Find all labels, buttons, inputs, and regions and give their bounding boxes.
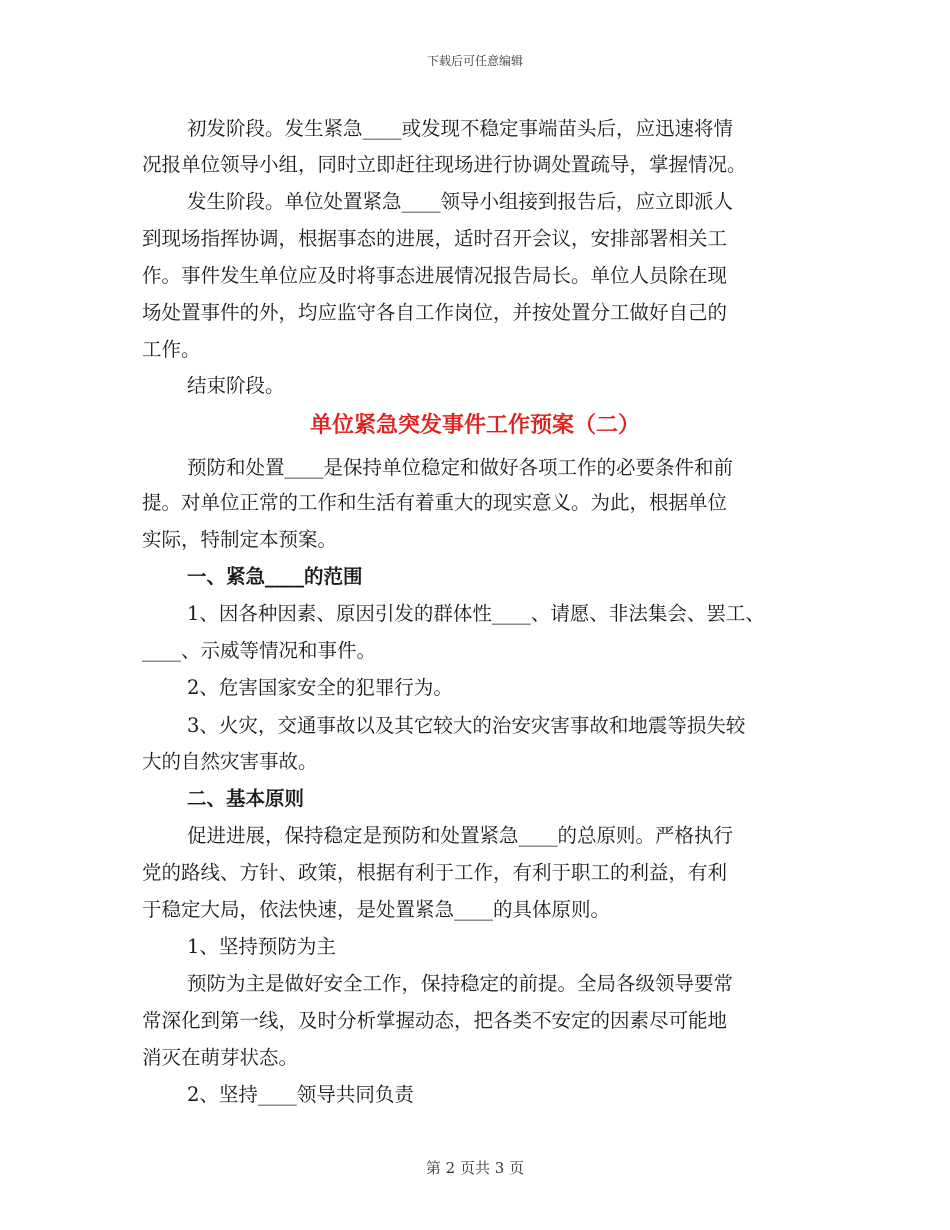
paragraph-line: 2、坚持____领导共同负责	[187, 1083, 414, 1106]
paragraph-line: 2、危害国家安全的犯罪行为。	[187, 676, 453, 699]
page-header: 下载后可任意编辑	[426, 54, 523, 68]
paragraph-line: 大的自然灾害事故。	[142, 750, 318, 773]
paragraph-line: ____、示威等情况和事件。	[142, 639, 377, 662]
paragraph-line: 作。事件发生单位应及时将事态进展情况报告局长。单位人员除在现	[142, 264, 728, 287]
paragraph-line: 发生阶段。单位处置紧急____领导小组接到报告后，应立即派人	[187, 190, 734, 213]
paragraph-line: 预防和处置____是保持单位稳定和做好各项工作的必要条件和前	[187, 456, 734, 479]
section-title: 单位紧急突发事件工作预案（二）	[309, 412, 640, 438]
paragraph-line: 1、因各种因素、原因引发的群体性____、请愿、非法集会、罢工、	[187, 602, 765, 625]
paragraph-line: 党的路线、方针、政策，根据有利于工作，有利于职工的利益，有利	[142, 861, 728, 884]
paragraph-line: 常深化到第一线，及时分析掌握动态，把各类不安定的因素尽可能地	[142, 1009, 728, 1032]
paragraph-line: 预防为主是做好安全工作，保持稳定的前提。全局各级领导要常	[187, 972, 734, 995]
heading-scope: 一、紧急____的范围	[187, 565, 363, 588]
paragraph-line: 结束阶段。	[187, 374, 285, 397]
paragraph-line: 况报单位领导小组，同时立即赶往现场进行协调处置疏导，掌握情况。	[142, 153, 747, 176]
paragraph-line: 促进进展，保持稳定是预防和处置紧急____的总原则。严格执行	[187, 824, 734, 847]
paragraph-line: 3、火灾，交通事故以及其它较大的治安灾害事故和地震等损失较	[187, 714, 746, 737]
paragraph-line: 提。对单位正常的工作和生活有着重大的现实意义。为此，根据单位	[142, 491, 728, 514]
paragraph-line: 于稳定大局，依法快速，是处置紧急____的具体原则。	[142, 898, 611, 921]
paragraph-line: 实际，特制定本预案。	[142, 528, 338, 551]
paragraph-line: 到现场指挥协调，根据事态的进展，适时召开会议，安排部署相关工	[142, 227, 728, 250]
paragraph-line: 1、坚持预防为主	[187, 935, 336, 958]
paragraph-line: 场处置事件的外，均应监守各自工作岗位，并按处置分工做好自己的	[142, 301, 728, 324]
page-footer: 第 2 页共 3 页	[425, 1159, 525, 1177]
heading-principles: 二、基本原则	[187, 787, 305, 810]
paragraph-line: 初发阶段。发生紧急____或发现不稳定事端苗头后，应迅速将情	[187, 117, 734, 140]
paragraph-line: 消灭在萌芽状态。	[142, 1046, 299, 1069]
paragraph-line: 工作。	[142, 338, 201, 361]
